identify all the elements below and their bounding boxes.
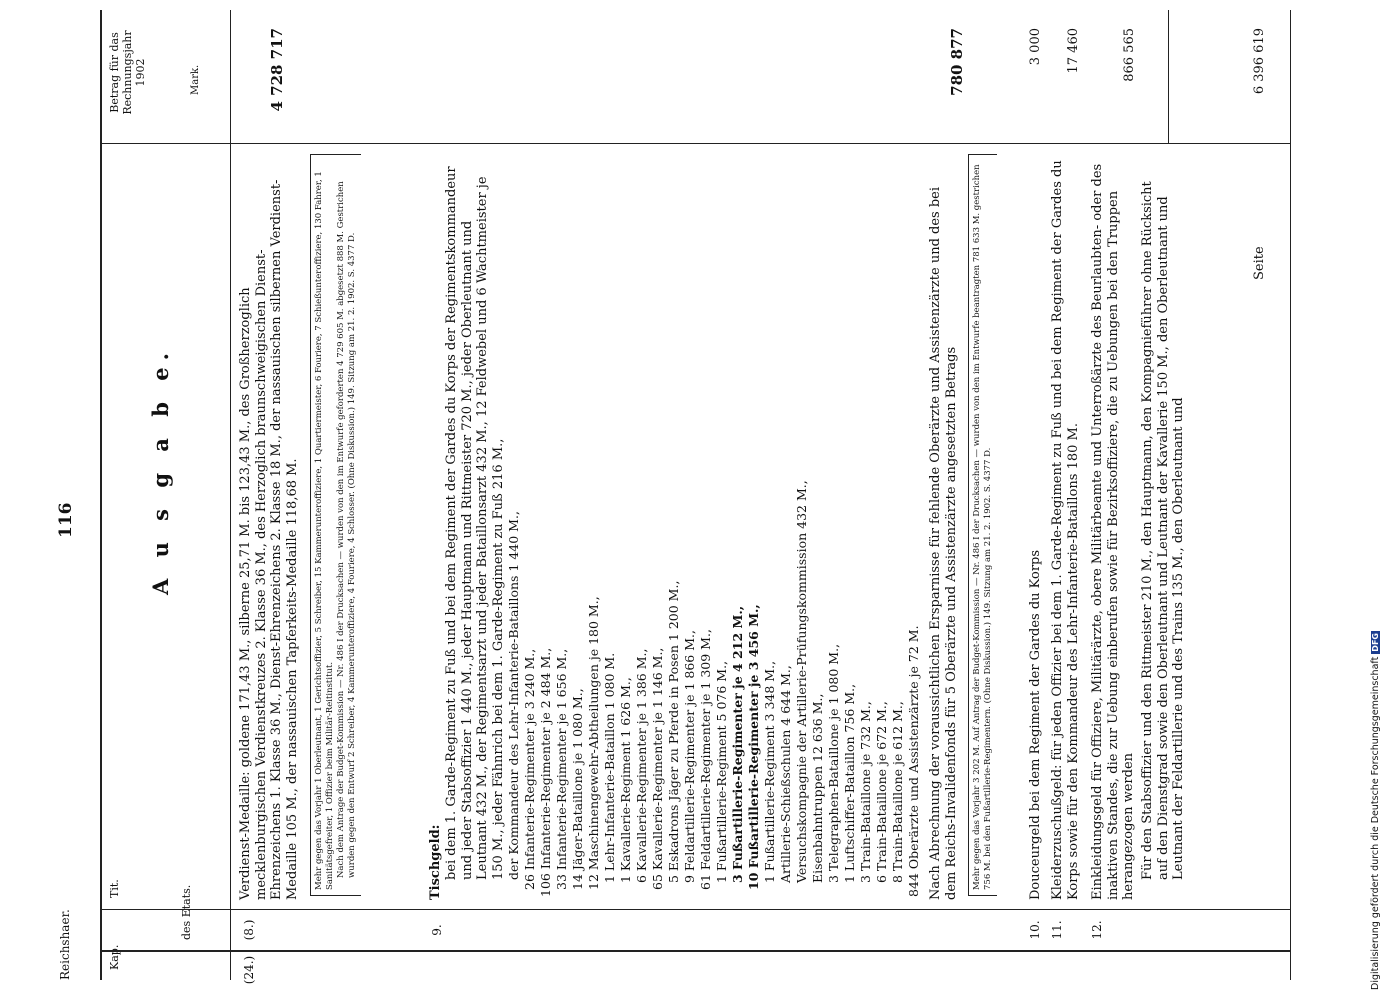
tischgeld-item: 26 Infanterie-Regimenter je 3 240 M., bbox=[522, 648, 537, 890]
col-tit-header: Tit. bbox=[108, 879, 121, 898]
top-rule bbox=[100, 10, 102, 980]
tischgeld-label: Tischgeld: bbox=[428, 824, 443, 900]
section-title: A u s g a b e. bbox=[148, 346, 173, 595]
tischgeld-item: 1 Lehr-Infanterie-Bataillon 1 080 M. bbox=[602, 652, 617, 883]
tischgeld-item: 1 Fußartillerie-Regiment 3 348 M., bbox=[762, 660, 777, 883]
tischgeld-item: 10 Fußartillerie-Regimenter je 3 456 M., bbox=[746, 604, 761, 890]
page-number: 116 bbox=[56, 502, 76, 538]
einkleidungsgeld-rates: Für den Stabsoffizier und den Rittmeister 210 M., den Hauptmann, den Kompagnieführer ohne Rücksicht auf den Dienstgrad sowie den Oberleutnant und Leutnant der Kavallerie 150 M., den Oberleutnant und Leutnant der Feldartillerie und des Trains 135 M., den Oberleutnant und bbox=[1140, 181, 1186, 880]
tischgeld-item: 3 Telegraphen-Bataillone je 1 080 M., bbox=[826, 643, 841, 883]
tischgeld-item: 6 Kavallerie-Regimenter je 1 386 M., bbox=[634, 648, 649, 883]
note-1-a: Mehr gegen das Vorjahr 1 Oberleutnant, 1 Gerichtsoffizier, 5 Schreiber, 15 Kammerunteroffiziere, 1 Quartiermeister, 6 Fouriere, 7 Schießunteroffiziere, 130 Fahrer, 1 Sanitätsgefreiter, 1 Offizier beim Militär-Reitinstitut. bbox=[314, 171, 335, 890]
tischgeld-item: 65 Kavallerie-Regimenter je 1 146 M., bbox=[650, 647, 665, 890]
amount-tischgeld: 780 877 bbox=[948, 28, 966, 96]
tischgeld-item: 1 Luftschiffer-Bataillon 756 M., bbox=[842, 683, 857, 883]
tischgeld-item: 12 Maschinengewehr-Abtheilungen je 180 M., bbox=[586, 596, 601, 890]
tischgeld-item: 844 Oberärzte und Assistenzärzte je 72 M. bbox=[906, 625, 921, 897]
note-1-b: Nach dem Antrage der Budget-Kommission — Nr. 486 I der Drucksachen — wurden von den im Entwurfe geforderten 4 729 605 M. abgesetzt 888 M. Gestrichen wurden gegen den Entwurf 2 Schreiber, 4 Kammerunteroffiziere, 4 Fouriere, 4 Schlosser. (Ohne Diskussion.) 149. Sitzung am 21. 2. 1902. S. 4377 D. bbox=[336, 181, 357, 878]
entry-tit: (8.) bbox=[242, 919, 256, 941]
douceurgeld-text: Douceurgeld bei dem Regiment der Gardes du Korps bbox=[1028, 549, 1043, 900]
abrechnung-text: Nach Abrechnung der voraussichtlichen Ersparnisse für fehlende Oberärzte und Assistenzärzte und des bei dem Reichs-Invalidenfonds für 5 Oberärzte und Assistenzärzte angesetzten Betrags bbox=[928, 186, 959, 900]
einkleidungsgeld-tit: 12. bbox=[1090, 920, 1104, 940]
kap-divider bbox=[100, 950, 1290, 952]
einkleidungsgeld-text: Einkleidungsgeld für Offiziere, Militärärzte, obere Militärbeamte und Unterroßärzte des Beurlaubten- oder des inaktiven Standes, die zur Uebung einberufen sowie für Bezirksoffiziere, die zu Uebungen bei den Truppen herangezogen werden bbox=[1090, 163, 1136, 900]
running-head: Reichshaer. bbox=[58, 909, 72, 980]
tischgeld-item: Artillerie-Schießschulen 4 644 M., bbox=[778, 665, 793, 883]
digitization-text: Digitalisierung gefördert durch die Deutsche Forschungsgemeinschaft bbox=[1370, 656, 1381, 990]
page-total: 6 396 619 bbox=[1252, 28, 1267, 95]
tischgeld-item: 6 Train-Bataillone je 672 M., bbox=[874, 701, 889, 883]
tischgeld-item: 9 Feldartillerie-Regimenter je 1 866 M., bbox=[682, 630, 697, 883]
note-box-1 bbox=[310, 154, 361, 896]
seite-label: Seite bbox=[1252, 246, 1267, 280]
tischgeld-item: der Kommandeur des Lehr-Infanterie-Bataillons 1 440 M., bbox=[506, 511, 521, 880]
kleiderzuschuss-tit: 11. bbox=[1050, 920, 1064, 940]
tischgeld-text: bei dem 1. Garde-Regiment zu Fuß und bei dem Regiment der Gardes du Korps der Regimentskommandeur und jeder Stabsoffizier 1 440 M., jeder Hauptmann und Rittmeister 720 M., jeder Oberleutnant und Leutnant 432 M., der Regimentsarzt und jeder Bataillonsarzt 432 M., 12 Feldwebel und 6 Wachtmeister je 150 M., jeder Fähnrich bei dem 1. Garde-Regiment zu Fuß 216 M., bbox=[444, 166, 506, 880]
col-mark-header: Mark. bbox=[190, 64, 201, 95]
col-kap-header: Kap. bbox=[108, 944, 121, 970]
amount-douceurgeld: 3 000 bbox=[1028, 28, 1043, 66]
tischgeld-tit: 9. bbox=[430, 924, 444, 936]
amount-verdienst: 4 728 717 bbox=[268, 28, 286, 112]
tischgeld-item: 61 Feldartillerie-Regimenter je 1 309 M., bbox=[698, 629, 713, 890]
tischgeld-item: 33 Infanterie-Regimenter je 1 656 M., bbox=[554, 648, 569, 890]
tischgeld-item: 8 Train-Bataillone je 612 M., bbox=[890, 701, 905, 883]
kleiderzuschuss-text: Kleiderzuschußgeld: für jeden Offizier bei dem 1. Garde-Regiment zu Fuß und bei dem Regiment der Gardes du Korps sowie für den Kommandeur des Lehr-Infanterie-Bataillons 180 M. bbox=[1050, 160, 1081, 900]
tischgeld-item: Versuchskompagnie der Artillerie-Prüfungskommission 432 M., bbox=[794, 480, 809, 883]
amount-divider bbox=[100, 143, 1290, 144]
tischgeld-item: Eisenbahntruppen 12 636 M., bbox=[810, 693, 825, 883]
tischgeld-item: 1 Fußartillerie-Regiment 5 076 M., bbox=[714, 660, 729, 883]
tischgeld-item: 106 Infanterie-Regimenter je 2 484 M., bbox=[538, 647, 553, 897]
tischgeld-item: 1 Kavallerie-Regiment 1 626 M., bbox=[618, 677, 633, 883]
col-amount-header: Betrag für das Rechnungsjahr 1902 bbox=[108, 30, 147, 115]
tischgeld-item: 3 Train-Bataillone je 732 M., bbox=[858, 701, 873, 883]
entry-kap: (24.) bbox=[242, 955, 256, 985]
douceurgeld-tit: 10. bbox=[1028, 920, 1042, 940]
tischgeld-item: 3 Fußartillerie-Regimenter je 4 212 M., bbox=[730, 605, 745, 883]
dfg-logo: DFG bbox=[1371, 633, 1380, 652]
total-rule bbox=[1168, 10, 1169, 144]
tit-divider bbox=[100, 909, 1290, 910]
digitization-note bbox=[1370, 631, 1381, 990]
bottom-rule bbox=[1290, 10, 1291, 980]
note-box-2: Mehr gegen das Vorjahr 3 202 M. Auf Antrag der Budget-Kommission — Nr. 486 I der Drucksachen — wurden von den im Entwurfe beantragten 781 633 M. gestrichen 756 M. bei den Fußartillerie-Regimentern. (Ohne Diskussion.) 149. Sitzung am 21. 2. 1902. S. 4377 D. bbox=[968, 154, 997, 896]
header-rule bbox=[230, 10, 231, 980]
verdienst-medaille-text: Verdienst-Medaille: goldene 171,43 M., silberne 25,71 M. bis 123,43 M., des Großherzoglich mecklenburgischen Verdienstkreuzes 2. Klasse 36 M., des Herzoglich braunschweigischen Dienst-Ehrenzeichens 1. Klasse 36 M., Dienst-Ehrenzeichens 2. Klasse 18 M., der nassauischen silbernen Verdienst-Medaille 105 M., der nassauischen Tapferkeits-Medaille 118,68 M. bbox=[238, 179, 300, 900]
tischgeld-item: 14 Jäger-Bataillone je 1 080 M., bbox=[570, 688, 585, 890]
col-des-etats-header: des Etats. bbox=[180, 884, 193, 940]
amount-kleiderzuschuss: 17 460 bbox=[1066, 28, 1081, 74]
tischgeld-item: 5 Eskadrons Jäger zu Pferde in Posen 1 200 M., bbox=[666, 580, 681, 883]
amount-einkleidungsgeld: 866 565 bbox=[1122, 28, 1137, 82]
